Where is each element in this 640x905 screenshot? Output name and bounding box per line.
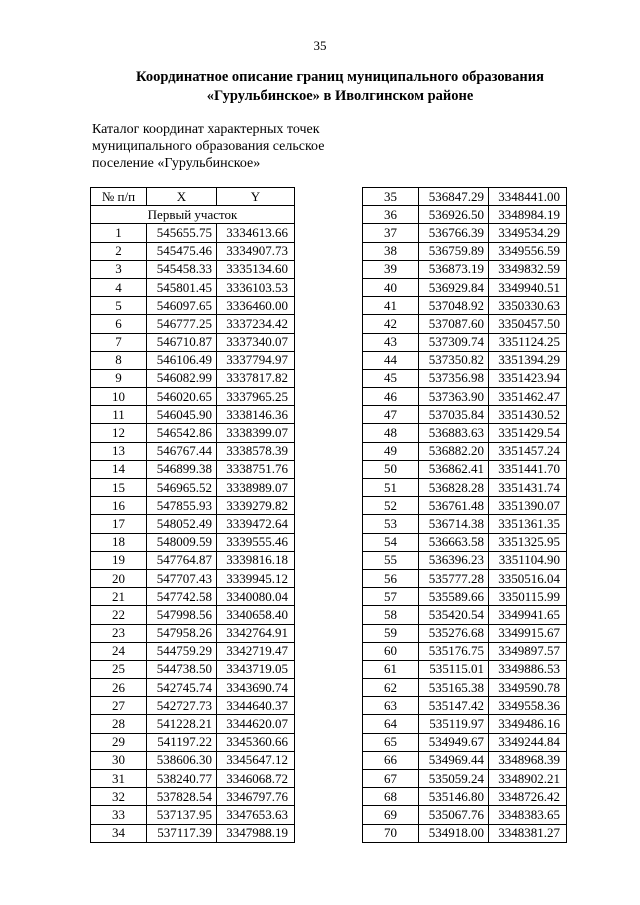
- coord-y: 3351361.35: [489, 515, 567, 533]
- point-number: 18: [91, 533, 147, 551]
- coord-x: 535067.76: [419, 806, 489, 824]
- table-row: [363, 533, 567, 551]
- table-row: [91, 588, 295, 606]
- coord-y: 3346068.72: [217, 770, 295, 788]
- point-number: 62: [363, 679, 419, 697]
- table-row: [91, 497, 295, 515]
- coord-y: 3348441.00: [489, 188, 567, 206]
- coord-x: 545655.75: [147, 224, 217, 242]
- table-row: [363, 206, 567, 224]
- coord-x: 535777.28: [419, 569, 489, 587]
- coord-y: 3345360.66: [217, 733, 295, 751]
- point-number: 6: [91, 315, 147, 333]
- table-row: [91, 642, 295, 660]
- point-number: 68: [363, 788, 419, 806]
- point-number: 23: [91, 624, 147, 642]
- section-row: [91, 206, 295, 224]
- coord-x: 545801.45: [147, 278, 217, 296]
- coord-x: 546710.87: [147, 333, 217, 351]
- table-row: [363, 697, 567, 715]
- point-number: 52: [363, 497, 419, 515]
- coord-x: 542745.74: [147, 679, 217, 697]
- table-row: [91, 569, 295, 587]
- point-number: 17: [91, 515, 147, 533]
- table-row: [363, 788, 567, 806]
- point-number: 43: [363, 333, 419, 351]
- coord-x: 536926.50: [419, 206, 489, 224]
- table-row: [91, 369, 295, 387]
- coord-x: 536847.29: [419, 188, 489, 206]
- coord-y: 3350457.50: [489, 315, 567, 333]
- coord-x: 546097.65: [147, 297, 217, 315]
- catalog-caption: [92, 121, 392, 172]
- coord-y: 3338578.39: [217, 442, 295, 460]
- coord-x: 536759.89: [419, 242, 489, 260]
- header-y: Y: [217, 188, 295, 206]
- coord-y: 3351431.74: [489, 479, 567, 497]
- coord-y: 3351457.24: [489, 442, 567, 460]
- coord-y: 3348381.27: [489, 824, 567, 842]
- table-row: [91, 606, 295, 624]
- coord-x: 534949.67: [419, 733, 489, 751]
- table-row: [91, 770, 295, 788]
- coord-x: 535589.66: [419, 588, 489, 606]
- title-line-1: Координатное описание границ муниципального образования: [136, 69, 544, 85]
- table-row: [363, 388, 567, 406]
- point-number: 58: [363, 606, 419, 624]
- coord-y: 3345647.12: [217, 751, 295, 769]
- point-number: 48: [363, 424, 419, 442]
- document-title: [80, 68, 600, 106]
- coord-y: 3349886.53: [489, 660, 567, 678]
- header-number: № п/п: [91, 188, 147, 206]
- coord-x: 546106.49: [147, 351, 217, 369]
- point-number: 29: [91, 733, 147, 751]
- table-row: [363, 242, 567, 260]
- coord-y: 3338989.07: [217, 479, 295, 497]
- table-row: [91, 224, 295, 242]
- point-number: 69: [363, 806, 419, 824]
- coord-y: 3340080.04: [217, 588, 295, 606]
- coord-y: 3339555.46: [217, 533, 295, 551]
- coord-y: 3343690.74: [217, 679, 295, 697]
- point-number: 47: [363, 406, 419, 424]
- coord-y: 3350330.63: [489, 297, 567, 315]
- coord-y: 3343719.05: [217, 660, 295, 678]
- coord-y: 3348726.42: [489, 788, 567, 806]
- point-number: 64: [363, 715, 419, 733]
- coord-y: 3351423.94: [489, 369, 567, 387]
- coord-y: 3351390.07: [489, 497, 567, 515]
- point-number: 20: [91, 569, 147, 587]
- coord-y: 3351430.52: [489, 406, 567, 424]
- coord-x: 537828.54: [147, 788, 217, 806]
- coord-x: 537035.84: [419, 406, 489, 424]
- point-number: 55: [363, 551, 419, 569]
- coord-y: 3349486.16: [489, 715, 567, 733]
- table-row: [363, 297, 567, 315]
- coord-y: 3351394.29: [489, 351, 567, 369]
- table-row: [363, 442, 567, 460]
- coord-x: 547742.58: [147, 588, 217, 606]
- table-row: [363, 224, 567, 242]
- coord-x: 544738.50: [147, 660, 217, 678]
- coord-y: 3348968.39: [489, 751, 567, 769]
- coord-y: 3349832.59: [489, 260, 567, 278]
- coord-y: 3334907.73: [217, 242, 295, 260]
- point-number: 4: [91, 278, 147, 296]
- table-row: [91, 660, 295, 678]
- table-row: [363, 733, 567, 751]
- point-number: 37: [363, 224, 419, 242]
- table-row: [363, 715, 567, 733]
- point-number: 66: [363, 751, 419, 769]
- coord-x: 547764.87: [147, 551, 217, 569]
- point-number: 67: [363, 770, 419, 788]
- point-number: 15: [91, 479, 147, 497]
- coord-y: 3349556.59: [489, 242, 567, 260]
- coord-x: 547998.56: [147, 606, 217, 624]
- table-row: [91, 442, 295, 460]
- point-number: 13: [91, 442, 147, 460]
- coord-x: 546899.38: [147, 460, 217, 478]
- coord-y: 3349244.84: [489, 733, 567, 751]
- table-row: [91, 788, 295, 806]
- coord-x: 546082.99: [147, 369, 217, 387]
- table-row: [363, 824, 567, 842]
- point-number: 10: [91, 388, 147, 406]
- coord-x: 545475.46: [147, 242, 217, 260]
- coord-x: 546542.86: [147, 424, 217, 442]
- coord-y: 3349940.51: [489, 278, 567, 296]
- table-row: [363, 751, 567, 769]
- table-row: [363, 515, 567, 533]
- coordinates-table-right: [362, 187, 567, 843]
- coord-x: 536396.23: [419, 551, 489, 569]
- table-row: [91, 460, 295, 478]
- coord-x: 536828.28: [419, 479, 489, 497]
- point-number: 63: [363, 697, 419, 715]
- coord-y: 3349941.65: [489, 606, 567, 624]
- table-row: [363, 424, 567, 442]
- table-header-row: [91, 188, 295, 206]
- coord-x: 535147.42: [419, 697, 489, 715]
- coord-y: 3334613.66: [217, 224, 295, 242]
- coord-x: 546020.65: [147, 388, 217, 406]
- coord-x: 537137.95: [147, 806, 217, 824]
- coord-x: 536873.19: [419, 260, 489, 278]
- coord-y: 3346797.76: [217, 788, 295, 806]
- coord-y: 3337340.07: [217, 333, 295, 351]
- coord-y: 3337794.97: [217, 351, 295, 369]
- point-number: 11: [91, 406, 147, 424]
- coord-y: 3350516.04: [489, 569, 567, 587]
- point-number: 49: [363, 442, 419, 460]
- coord-y: 3349558.36: [489, 697, 567, 715]
- coord-y: 3339472.64: [217, 515, 295, 533]
- coord-x: 546767.44: [147, 442, 217, 460]
- coord-x: 537309.74: [419, 333, 489, 351]
- table-row: [91, 388, 295, 406]
- table-row: [91, 479, 295, 497]
- point-number: 59: [363, 624, 419, 642]
- coord-x: 541228.21: [147, 715, 217, 733]
- point-number: 36: [363, 206, 419, 224]
- point-number: 12: [91, 424, 147, 442]
- point-number: 19: [91, 551, 147, 569]
- point-number: 1: [91, 224, 147, 242]
- coord-y: 3349915.67: [489, 624, 567, 642]
- coord-x: 535146.80: [419, 788, 489, 806]
- point-number: 51: [363, 479, 419, 497]
- coord-y: 3342764.91: [217, 624, 295, 642]
- point-number: 32: [91, 788, 147, 806]
- caption-line-3: поселение «Гурульбинское»: [92, 156, 261, 171]
- coordinates-table-left: [90, 187, 295, 843]
- coord-y: 3336103.53: [217, 278, 295, 296]
- point-number: 44: [363, 351, 419, 369]
- coord-y: 3339945.12: [217, 569, 295, 587]
- table-row: [363, 551, 567, 569]
- table-row: [91, 333, 295, 351]
- point-number: 28: [91, 715, 147, 733]
- coord-x: 547707.43: [147, 569, 217, 587]
- table-row: [91, 533, 295, 551]
- coord-x: 537048.92: [419, 297, 489, 315]
- coord-y: 3338399.07: [217, 424, 295, 442]
- table-row: [363, 660, 567, 678]
- coord-y: 3337234.42: [217, 315, 295, 333]
- coord-y: 3351325.95: [489, 533, 567, 551]
- point-number: 24: [91, 642, 147, 660]
- table-row: [91, 715, 295, 733]
- coord-x: 545458.33: [147, 260, 217, 278]
- table-row: [91, 515, 295, 533]
- coord-y: 3351124.25: [489, 333, 567, 351]
- table-row: [363, 188, 567, 206]
- table-row: [91, 278, 295, 296]
- table-row: [363, 770, 567, 788]
- coord-y: 3348984.19: [489, 206, 567, 224]
- table-row: [363, 588, 567, 606]
- coord-y: 3339816.18: [217, 551, 295, 569]
- coord-x: 538240.77: [147, 770, 217, 788]
- coord-x: 547855.93: [147, 497, 217, 515]
- coord-x: 536663.58: [419, 533, 489, 551]
- coord-x: 541197.22: [147, 733, 217, 751]
- point-number: 5: [91, 297, 147, 315]
- point-number: 14: [91, 460, 147, 478]
- table-row: [91, 824, 295, 842]
- table-row: [363, 624, 567, 642]
- coord-y: 3347988.19: [217, 824, 295, 842]
- coord-x: 536862.41: [419, 460, 489, 478]
- coord-x: 534969.44: [419, 751, 489, 769]
- caption-line-2: муниципального образования сельское: [92, 139, 325, 154]
- coord-x: 547958.26: [147, 624, 217, 642]
- point-number: 60: [363, 642, 419, 660]
- point-number: 54: [363, 533, 419, 551]
- point-number: 42: [363, 315, 419, 333]
- coord-x: 536883.63: [419, 424, 489, 442]
- point-number: 46: [363, 388, 419, 406]
- point-number: 41: [363, 297, 419, 315]
- table-row: [363, 497, 567, 515]
- coord-y: 3348383.65: [489, 806, 567, 824]
- table-row: [91, 551, 295, 569]
- point-number: 45: [363, 369, 419, 387]
- point-number: 40: [363, 278, 419, 296]
- point-number: 39: [363, 260, 419, 278]
- table-row: [91, 624, 295, 642]
- coord-y: 3349534.29: [489, 224, 567, 242]
- coord-x: 535420.54: [419, 606, 489, 624]
- coord-x: 544759.29: [147, 642, 217, 660]
- point-number: 7: [91, 333, 147, 351]
- point-number: 3: [91, 260, 147, 278]
- table-row: [363, 260, 567, 278]
- table-row: [363, 369, 567, 387]
- coord-y: 3335134.60: [217, 260, 295, 278]
- coord-x: 535059.24: [419, 770, 489, 788]
- coord-x: 537363.90: [419, 388, 489, 406]
- table-row: [91, 297, 295, 315]
- coord-y: 3349897.57: [489, 642, 567, 660]
- coord-x: 536929.84: [419, 278, 489, 296]
- point-number: 30: [91, 751, 147, 769]
- coord-y: 3351462.47: [489, 388, 567, 406]
- coord-x: 546965.52: [147, 479, 217, 497]
- coord-x: 536761.48: [419, 497, 489, 515]
- table-row: [363, 315, 567, 333]
- coord-x: 548009.59: [147, 533, 217, 551]
- coord-x: 535276.68: [419, 624, 489, 642]
- coord-x: 548052.49: [147, 515, 217, 533]
- point-number: 35: [363, 188, 419, 206]
- page-number: 35: [313, 38, 327, 53]
- table-row: [91, 733, 295, 751]
- point-number: 31: [91, 770, 147, 788]
- coord-x: 537350.82: [419, 351, 489, 369]
- point-number: 34: [91, 824, 147, 842]
- coord-y: 3338751.76: [217, 460, 295, 478]
- point-number: 33: [91, 806, 147, 824]
- point-number: 53: [363, 515, 419, 533]
- coord-y: 3340658.40: [217, 606, 295, 624]
- table-row: [91, 697, 295, 715]
- coord-y: 3336460.00: [217, 297, 295, 315]
- coord-x: 546777.25: [147, 315, 217, 333]
- coord-y: 3342719.47: [217, 642, 295, 660]
- coord-x: 537117.39: [147, 824, 217, 842]
- coord-x: 542727.73: [147, 697, 217, 715]
- point-number: 2: [91, 242, 147, 260]
- point-number: 61: [363, 660, 419, 678]
- point-number: 22: [91, 606, 147, 624]
- coord-y: 3349590.78: [489, 679, 567, 697]
- table-row: [91, 315, 295, 333]
- coord-x: 535119.97: [419, 715, 489, 733]
- coord-y: 3351429.54: [489, 424, 567, 442]
- table-row: [363, 679, 567, 697]
- coord-x: 535115.01: [419, 660, 489, 678]
- coord-y: 3347653.63: [217, 806, 295, 824]
- point-number: 57: [363, 588, 419, 606]
- coord-x: 537087.60: [419, 315, 489, 333]
- coord-x: 536882.20: [419, 442, 489, 460]
- coord-x: 546045.90: [147, 406, 217, 424]
- table-row: [363, 569, 567, 587]
- coord-y: 3337965.25: [217, 388, 295, 406]
- point-number: 25: [91, 660, 147, 678]
- point-number: 26: [91, 679, 147, 697]
- table-row: [91, 424, 295, 442]
- table-row: [363, 406, 567, 424]
- coord-x: 534918.00: [419, 824, 489, 842]
- caption-line-1: Каталог координат характерных точек: [92, 122, 320, 137]
- coord-x: 535165.38: [419, 679, 489, 697]
- coord-x: 537356.98: [419, 369, 489, 387]
- coord-x: 536714.38: [419, 515, 489, 533]
- point-number: 70: [363, 824, 419, 842]
- section-label: Первый участок: [91, 206, 295, 224]
- table-row: [363, 642, 567, 660]
- table-row: [91, 806, 295, 824]
- table-row: [363, 460, 567, 478]
- table-row: [91, 351, 295, 369]
- table-row: [91, 242, 295, 260]
- table-row: [363, 606, 567, 624]
- title-line-2: «Гурульбинское» в Иволгинском районе: [206, 88, 474, 104]
- coord-y: 3339279.82: [217, 497, 295, 515]
- point-number: 8: [91, 351, 147, 369]
- coord-y: 3350115.99: [489, 588, 567, 606]
- point-number: 56: [363, 569, 419, 587]
- table-row: [91, 260, 295, 278]
- point-number: 50: [363, 460, 419, 478]
- coord-x: 538606.30: [147, 751, 217, 769]
- coord-y: 3351104.90: [489, 551, 567, 569]
- coord-y: 3338146.36: [217, 406, 295, 424]
- point-number: 38: [363, 242, 419, 260]
- coord-x: 536766.39: [419, 224, 489, 242]
- table-row: [363, 806, 567, 824]
- table-row: [363, 479, 567, 497]
- coord-y: 3344620.07: [217, 715, 295, 733]
- point-number: 21: [91, 588, 147, 606]
- table-row: [363, 351, 567, 369]
- coord-y: 3344640.37: [217, 697, 295, 715]
- point-number: 16: [91, 497, 147, 515]
- table-row: [91, 679, 295, 697]
- table-row: [91, 751, 295, 769]
- point-number: 65: [363, 733, 419, 751]
- coord-y: 3348902.21: [489, 770, 567, 788]
- header-x: X: [147, 188, 217, 206]
- table-row: [91, 406, 295, 424]
- point-number: 9: [91, 369, 147, 387]
- table-row: [363, 278, 567, 296]
- table-row: [363, 333, 567, 351]
- coord-y: 3351441.70: [489, 460, 567, 478]
- point-number: 27: [91, 697, 147, 715]
- coord-y: 3337817.82: [217, 369, 295, 387]
- coord-x: 535176.75: [419, 642, 489, 660]
